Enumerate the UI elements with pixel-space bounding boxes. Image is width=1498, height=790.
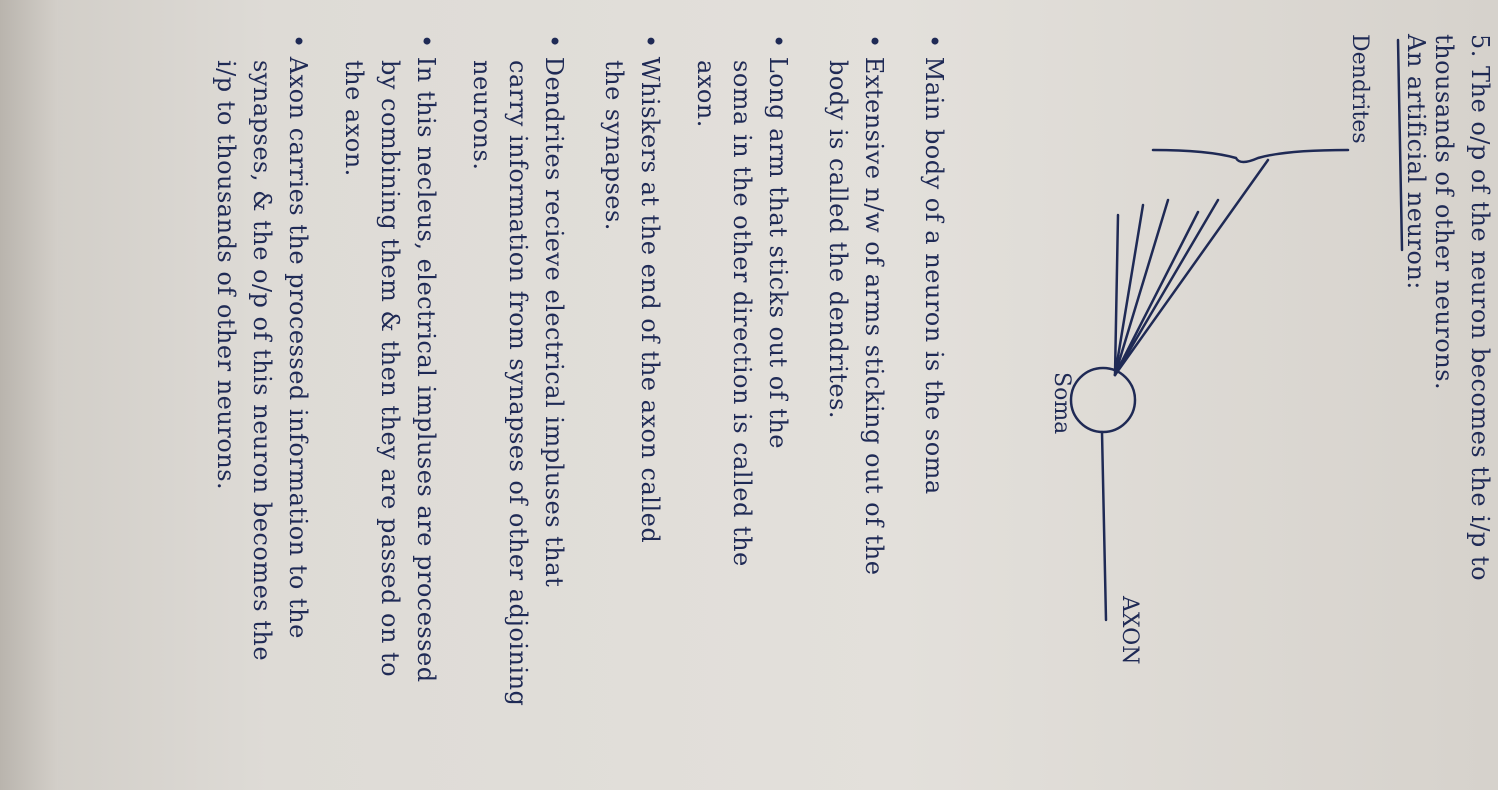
note-bullet: • Whiskers at the end of the axon called	[636, 34, 664, 543]
note-bullet: • Main body of a neuron is the soma	[920, 34, 948, 495]
dendrites-label: Dendrites	[1347, 34, 1372, 144]
note-line: by combining them & then they are passed on to	[376, 60, 404, 678]
dendrite-line	[1115, 160, 1268, 375]
note-line: the synapses.	[600, 60, 628, 231]
dendrites-brace	[1153, 150, 1348, 162]
note-bullet: • Axon carries the processed information to the	[284, 34, 312, 639]
note-line: thousands of other neurons.	[1430, 34, 1458, 391]
note-line: axon.	[692, 60, 720, 128]
soma-circle	[1071, 368, 1135, 432]
note-bullet: • Extensive n/w of arms sticking out of the	[860, 34, 888, 575]
note-line: body is called the dendrites.	[824, 60, 852, 420]
note-bullet: • Dendrites recieve electrical impluses that	[540, 34, 568, 587]
note-line: carry information from synapses of other adjoining	[504, 60, 532, 707]
axon-line	[1102, 432, 1106, 620]
note-line: i/p to thousands of other neurons.	[212, 60, 240, 491]
dendrite-line	[1115, 215, 1118, 375]
note-line: 5. The o/p of the neuron becomes the i/p to	[1466, 34, 1494, 582]
axon-label: AXON	[1117, 596, 1142, 665]
note-line: synapses, & the o/p of this neuron becomes the	[248, 60, 276, 662]
note-bullet: • In this necleus, electrical impluses are processed	[412, 34, 440, 683]
soma-label: Soma	[1049, 372, 1074, 435]
note-bullet: • Long arm that sticks out of the	[764, 34, 792, 449]
note-heading: An artificial neuron:	[1402, 34, 1430, 290]
note-line: soma in the other direction is called the	[728, 60, 756, 567]
note-line: neurons.	[468, 60, 496, 171]
note-line: the axon.	[340, 60, 368, 177]
